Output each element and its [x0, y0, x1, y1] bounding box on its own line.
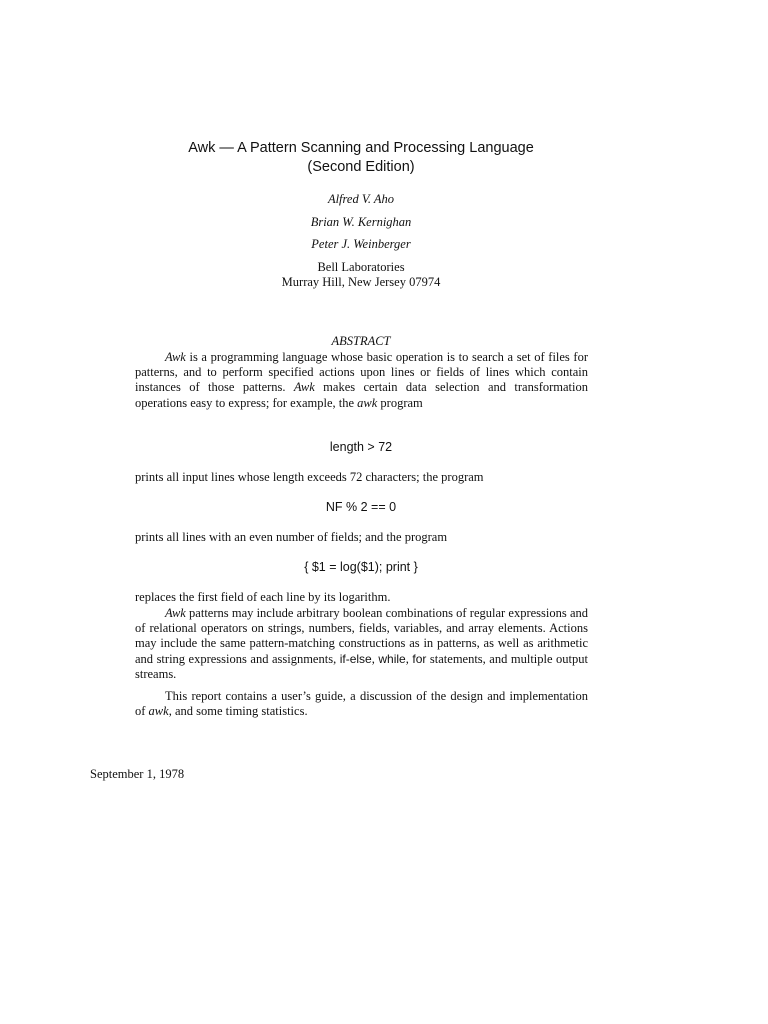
author-name: Peter J. Weinberger: [311, 237, 411, 251]
paragraph-text: This report contains a user’s guide, a discussion of the design and implementation of: [135, 689, 588, 719]
keyword: while: [378, 651, 406, 666]
paragraph-text: , and some timing statistics.: [168, 704, 308, 719]
separator: ,: [405, 651, 413, 666]
abstract-line-3: replaces the first field of each line by its logarithm.: [135, 590, 391, 604]
paragraph-text: program: [377, 395, 423, 410]
code-example-1: length > 72: [329, 440, 393, 454]
document-subtitle: (Second Edition): [307, 159, 415, 175]
abstract-heading: ABSTRACT: [331, 334, 391, 348]
document-date: September 1, 1978: [90, 767, 185, 781]
code-example-2: NF % 2 == 0: [325, 500, 397, 514]
paragraph-text: makes certain data selection and transformation operations easy to express; for example, the: [135, 380, 588, 410]
affiliation-org: Bell Laboratories: [317, 260, 405, 274]
paragraph-text: statements, and multiple output streams.: [135, 651, 588, 681]
awk-term: Awk: [293, 380, 315, 395]
abstract-paragraph-2: [135, 606, 588, 682]
paragraph-text: patterns may include arbitrary boolean combinations of regular expressions and of relational operators on strings, numbers, fields, variables, and array elements. Actions may include the same pattern-matching constructions as in patterns, as well as arithmetic and string expressions and assignments,: [135, 606, 588, 666]
abstract-line-2: prints all lines with an even number of fields; and the program: [135, 530, 448, 544]
code-example-3: { $1 = log($1); print }: [304, 560, 418, 574]
abstract-paragraph-3: [135, 689, 588, 719]
awk-term: awk: [357, 395, 378, 410]
awk-term: Awk: [165, 606, 186, 620]
author-name: Alfred V. Aho: [327, 192, 395, 206]
author-name: Brian W. Kernighan: [310, 215, 412, 229]
awk-term: Awk: [165, 350, 186, 364]
affiliation-address: Murray Hill, New Jersey 07974: [281, 275, 441, 289]
keyword: if-else: [339, 651, 372, 666]
awk-term: awk: [148, 704, 169, 719]
separator: ,: [371, 651, 379, 666]
keyword: for: [412, 651, 427, 666]
abstract-line-1: prints all input lines whose length exceeds 72 characters; the program: [135, 470, 484, 484]
document-title: Awk — A Pattern Scanning and Processing Language: [188, 140, 534, 156]
paragraph-text: is a programming language whose basic operation is to search a set of files for patterns, and to perform specified actions upon lines or fields of lines which contain instances of those patterns.: [135, 350, 588, 395]
abstract-paragraph-1: [135, 350, 588, 411]
